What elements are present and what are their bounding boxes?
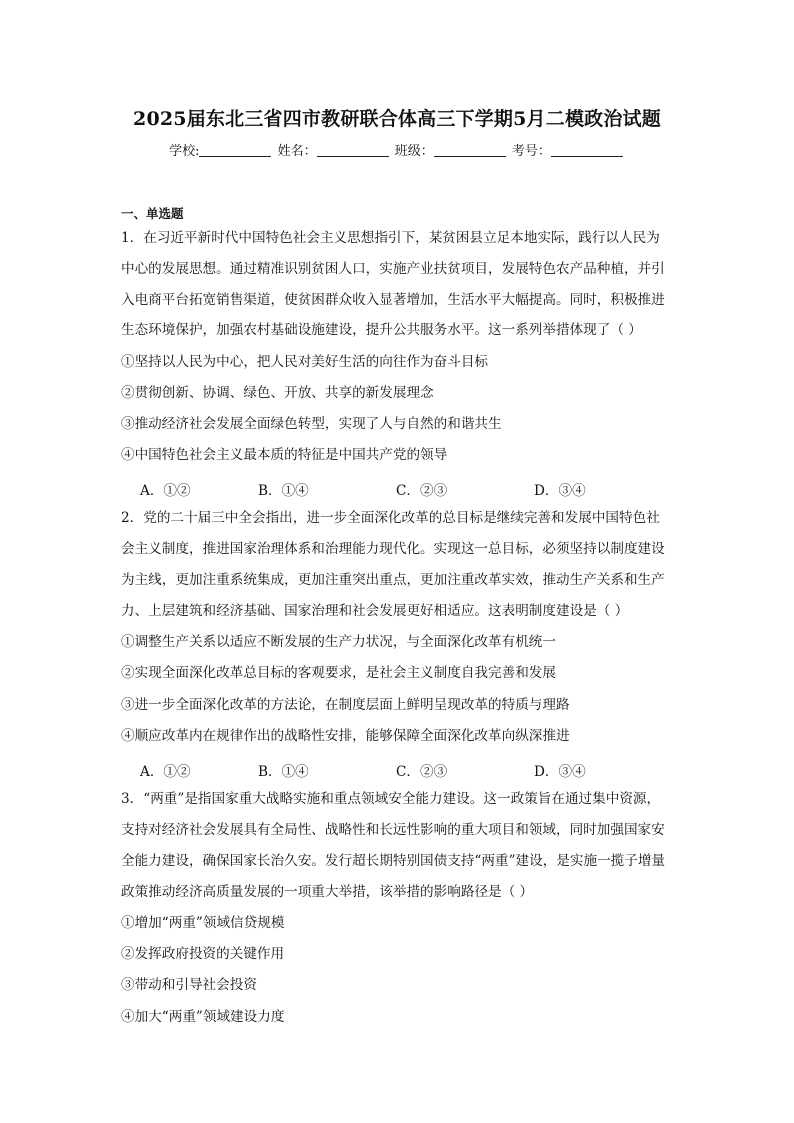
option-b[interactable]: B．①④ xyxy=(258,483,309,499)
question-text-line: 3．“两重”是指国家重大战略实施和重点领域安全能力建设。这一政策旨在通过集中资源， xyxy=(121,791,661,807)
statement-item: ②发挥政府投资的关键作用 xyxy=(121,946,285,962)
class-label: 班级： xyxy=(394,144,434,159)
section-heading: 一、单选题 xyxy=(121,206,184,221)
statement-item: ①增加“两重”领域信贷规模 xyxy=(121,915,285,931)
option-a[interactable]: A．①② xyxy=(140,764,191,780)
school-label: 学校: xyxy=(169,144,200,159)
statement-item: ③进一步全面深化改革的方法论，在制度层面上鲜明呈现改革的特质与理路 xyxy=(121,697,570,713)
option-b[interactable]: B．①④ xyxy=(258,764,309,780)
statement-item: ③带动和引导社会投资 xyxy=(121,977,257,993)
statement-item: ④加大“两重”领域建设力度 xyxy=(121,1009,285,1025)
number-label: 考号： xyxy=(511,144,551,159)
number-blank[interactable] xyxy=(551,143,623,157)
school-blank[interactable] xyxy=(199,143,271,157)
option-c[interactable]: C．②③ xyxy=(396,483,448,499)
question-text-line: 政策推动经济高质量发展的一项重大举措，该举措的影响路径是（ ） xyxy=(121,884,534,900)
statement-item: ④顺应改革内在规律作出的战略性安排，能够保障全面深化改革向纵深推进 xyxy=(121,728,570,744)
statement-item: ②贯彻创新、协调、绿色、开放、共享的新发展理念 xyxy=(121,385,434,401)
class-blank[interactable] xyxy=(434,143,506,157)
question-text-line: 中心的发展思想。通过精准识别贫困人口，实施产业扶贫项目，发展特色农产品种植，并引 xyxy=(121,261,665,277)
question-text-line: 2．党的二十届三中全会指出，进一步全面深化改革的总目标是继续完善和发展中国特色社 xyxy=(121,510,660,526)
statement-item: ③推动经济社会发展全面绿色转型，实现了人与自然的和谐共生 xyxy=(121,416,502,432)
statement-item: ④中国特色社会主义最本质的特征是中国共产党的领导 xyxy=(121,447,448,463)
option-a[interactable]: A．①② xyxy=(140,483,191,499)
question-text-line: 会主义制度，推进国家治理体系和治理能力现代化。实现这一总目标，必须坚持以制度建设 xyxy=(121,541,665,557)
statement-item: ②实现全面深化改革总目标的客观要求，是社会主义制度自我完善和发展 xyxy=(121,665,556,681)
name-blank[interactable] xyxy=(317,143,389,157)
option-d[interactable]: D．③④ xyxy=(534,483,586,499)
option-d[interactable]: D．③④ xyxy=(534,764,586,780)
exam-title: 2025届东北三省四市教研联合体高三下学期5月二模政治试题 xyxy=(133,108,661,130)
student-info xyxy=(0,140,794,159)
question-text-line: 1．在习近平新时代中国特色社会主义思想指引下，某贫困县立足本地实际，践行以人民为 xyxy=(121,230,660,246)
question-text-line: 入电商平台拓宽销售渠道，使贫困群众收入显著增加，生活水平大幅提高。同时，积极推进 xyxy=(121,292,665,308)
statement-item: ①调整生产关系以适应不断发展的生产力状况，与全面深化改革有机统一 xyxy=(121,634,556,650)
question-text-line: 支持对经济社会发展具有全局性、战略性和长远性影响的重大项目和领域，同时加强国家安 xyxy=(121,822,665,838)
question-text-line: 力、上层建筑和经济基础、国家治理和社会发展更好相适应。这表明制度建设是（ ） xyxy=(121,603,629,619)
question-text-line: 为主线，更加注重系统集成，更加注重突出重点，更加注重改革实效，推动生产关系和生产 xyxy=(121,572,665,588)
statement-item: ①坚持以人民为中心，把人民对美好生活的向往作为奋斗目标 xyxy=(121,354,489,370)
question-text-line: 生态环境保护，加强农村基础设施建设，提升公共服务水平。这一系列举措体现了（ ） xyxy=(121,322,642,338)
name-label: 姓名： xyxy=(277,144,317,159)
option-c[interactable]: C．②③ xyxy=(396,764,448,780)
question-text-line: 全能力建设，确保国家长治久安。发行超长期特别国债支持“两重”建设，是实施一揽子增量 xyxy=(121,853,666,869)
